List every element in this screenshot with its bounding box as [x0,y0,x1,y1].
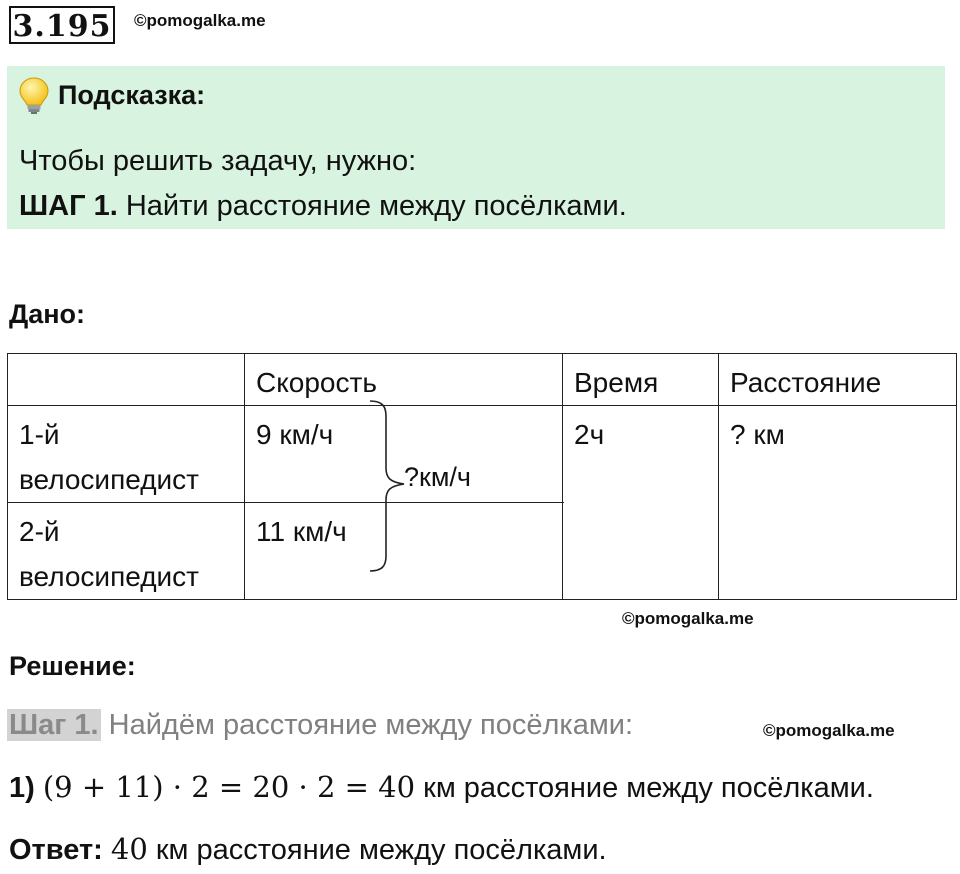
table-header-time: Время [563,354,719,406]
solution-line [9,770,874,805]
solution-step-label: Шаг 1. [9,709,99,741]
answer-label: Ответ: [9,834,103,866]
solution-expression: (9 + 11) · 2 = 20 · 2 = 40 [42,770,416,804]
solution-item-number: 1) [9,772,35,804]
table-cell-speed-1: 9 км/ч [245,406,563,503]
table-header-distance: Расстояние [719,354,957,406]
hint-line: Чтобы решить задачу, нужно: [19,145,417,177]
answer-text: км расстояние между посёлками. [155,834,607,866]
hint-title: Подсказка: [58,80,206,110]
table-header-speed: Скорость [245,354,563,406]
solution-expression-text: км расстояние между посёлками. [423,772,874,804]
answer-line [9,832,607,867]
watermark-middle: ©pomogalka.me [622,609,754,628]
hint-step-text: Найти расстояние между посёлками. [125,190,627,222]
hint-step-label: ШАГ 1. [19,190,118,222]
table-cell-cyclist-1: 1-й велосипедист [8,406,245,503]
hint-step [19,190,627,223]
brace-label: ?км/ч [404,462,471,492]
lightbulb-icon [16,75,52,115]
problem-number: 3.195 [9,6,115,44]
given-table [7,353,957,600]
watermark-top: ©pomogalka.me [134,11,266,30]
watermark-bottom: ©pomogalka.me [763,721,895,740]
table-cell-cyclist-2: 2-й велосипедист [8,503,245,600]
answer-value: 40 [110,832,148,866]
table-header-empty [8,354,245,406]
given-heading: Дано: [9,299,86,329]
solution-heading: Решение: [9,651,136,681]
table-cell-speed-2: 11 км/ч [245,503,563,600]
table-cell-distance: ? км [719,406,957,600]
table-cell-time: 2ч [563,406,719,600]
solution-step-text: Найдём расстояние между посёлками: [108,709,634,741]
solution-step [7,709,633,742]
